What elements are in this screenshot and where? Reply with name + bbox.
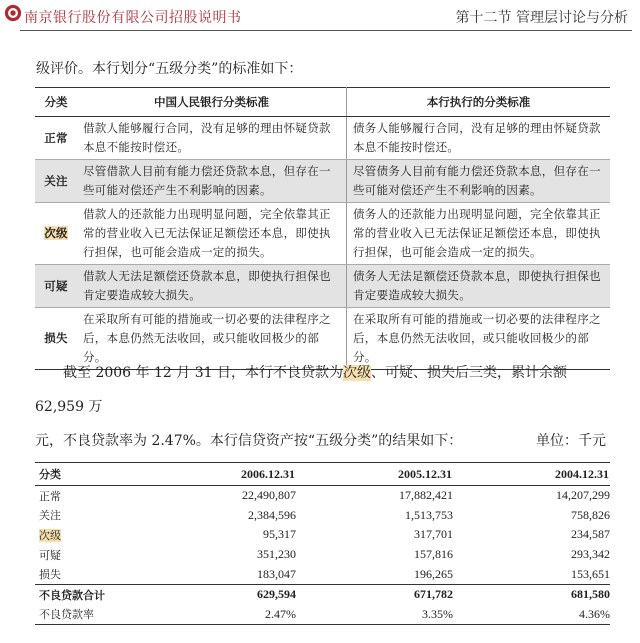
value-2006: 351,230 [257,547,296,562]
highlighted-category: 次级 [44,226,68,240]
value-2006: 22,490,807 [242,488,296,503]
classification-standards-table [35,87,610,370]
value-2005: 3.35% [296,605,453,625]
value-2004: 153,651 [571,566,610,581]
value-2004: 293,342 [571,547,610,562]
value-2005: 317,701 [414,527,453,542]
bank-criteria: 债务人能够履行合同，没有足够的理由怀疑贷款本息不能按时偿还。 [347,117,611,160]
value-2005: 1,513,753 [405,507,453,522]
value-2005: 157,816 [414,547,453,562]
category-label: 损失 [35,308,77,370]
table-row [35,117,610,160]
table-row [35,564,610,584]
table-header-row [35,88,610,117]
table-header-row [35,463,610,486]
document-title: 南京银行股份有限公司招股说明书 [24,10,242,26]
table-row [35,525,610,545]
bank-criteria: 债务人的还款能力出现明显问题，完全依靠其正常的营业收入已无法保证足额偿还本息，即使执行担保，也可能会造成一定的损失。 [347,203,611,265]
header-pboc-standard: 中国人民银行分类标准 [77,88,347,117]
table-row [35,265,610,308]
value-2005: 17,882,421 [399,488,453,503]
row-label: 正常 [39,489,61,503]
header-divider [20,30,632,31]
value-2004: 4.36% [453,605,610,625]
row-label: 关注 [39,509,61,523]
bank-criteria: 债务人无法足额偿还贷款本息，即使执行担保也肯定要造成较大损失。 [347,265,611,308]
value-2006: 183,047 [257,566,296,581]
row-label: 不良贷款合计 [35,584,139,604]
intro-text: 级评价。本行划分“五级分类”的标准如下： [36,61,303,77]
table-row [35,506,610,526]
pboc-criteria: 尽管借款人目前有能力偿还贷款本息，但存在一些可能对偿还产生不利影响的因素。 [77,160,347,203]
value-2004: 14,207,299 [556,488,610,503]
ratio-row [35,605,610,625]
header-bank-standard: 本行执行的分类标准 [347,88,611,117]
pboc-criteria: 在采取所有可能的措施或一切必要的法律程序之后，本息仍然无法收回，或只能收回极少的部分。 [77,308,347,370]
value-2006: 2,384,596 [248,507,296,522]
pboc-criteria: 借款人无法足额偿还贷款本息，即使执行担保也肯定要造成较大损失。 [77,265,347,308]
value-2006: 629,594 [139,584,296,604]
header-category: 分类 [35,463,139,486]
table-row [35,545,610,565]
total-row [35,584,610,604]
section-title: 第十二节 管理层讨论与分析 [455,10,628,26]
paragraph-line-2: 元，不良贷款率为 2.47%。本行信贷资产按“五级分类”的结果如下： [35,433,463,449]
header-2005: 2005.12.31 [296,463,453,486]
header-category: 分类 [35,88,77,117]
paragraph-text: 、可疑、损失后三类，累计余额 62,959 万 [35,365,567,415]
table-row [35,486,610,506]
value-2006: 2.47% [139,605,296,625]
loan-classification-table [35,462,610,625]
value-2005: 196,265 [414,566,453,581]
summary-paragraph [35,356,610,458]
table-row [35,160,610,203]
category-label: 关注 [35,160,77,203]
value-2004: 758,826 [571,507,610,522]
bank-criteria: 在采取所有可能的措施或一切必要的法律程序之后，本息仍然无法收回，或只能收回极少的部分。 [347,308,611,370]
table-row [35,203,610,265]
page-header [0,0,640,30]
row-label: 可疑 [39,548,61,562]
highlighted-term: 次级 [342,365,371,381]
unit-label: 单位：千元 [536,433,606,449]
row-label: 不良贷款率 [35,605,139,625]
category-label [35,203,77,265]
category-label: 可疑 [35,265,77,308]
bank-logo-icon [4,4,22,22]
paragraph-line-1 [35,356,610,424]
value-2005: 671,782 [296,584,453,604]
highlighted-row-label: 次级 [39,528,61,542]
value-2004: 234,587 [571,527,610,542]
category-label: 正常 [35,117,77,160]
pboc-criteria: 借款人能够履行合同，没有足够的理由怀疑贷款本息不能按时偿还。 [77,117,347,160]
bank-criteria: 尽管债务人目前有能力偿还贷款本息，但存在一些可能对偿还产生不利影响的因素。 [347,160,611,203]
header-2006: 2006.12.31 [139,463,296,486]
pboc-criteria: 借款人的还款能力出现明显问题，完全依靠其正常的营业收入已无法保证足额偿还本息，即使执行担保，也可能会造成一定的损失。 [77,203,347,265]
paragraph-text: 截至 2006 年 12 月 31 日，本行不良贷款为 [63,365,343,381]
header-2004: 2004.12.31 [453,463,610,486]
row-label: 损失 [39,568,61,582]
value-2006: 95,317 [263,527,296,542]
row-label [35,525,139,545]
value-2004: 681,580 [453,584,610,604]
